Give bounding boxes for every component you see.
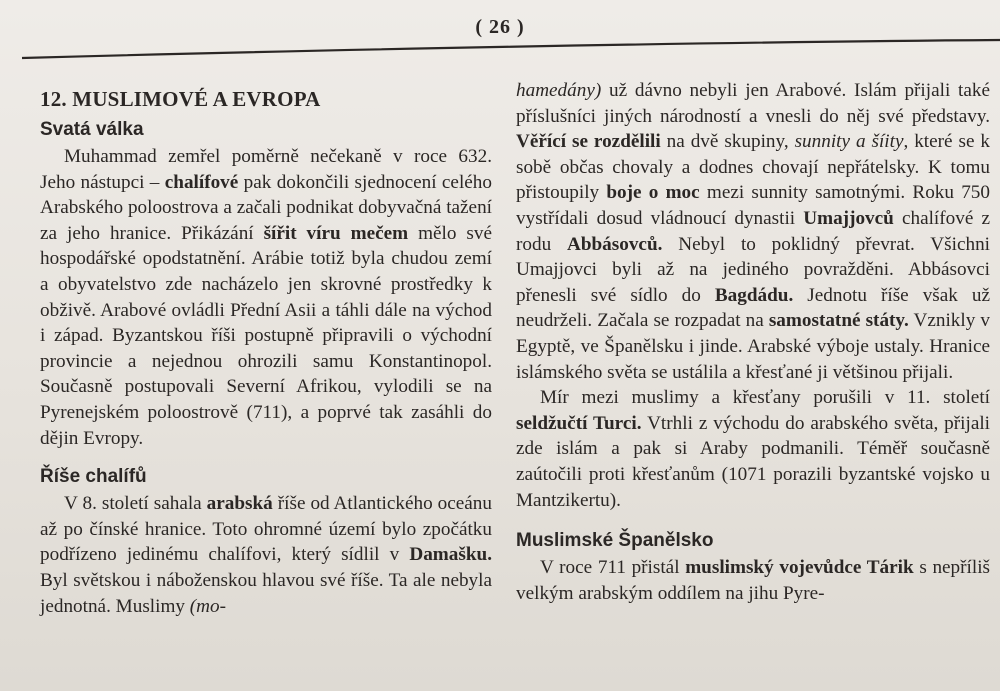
text-run: Muhammad zemřel poměrně nečekaně v roce 632. Jeho nástupci – — [40, 146, 492, 193]
right-column — [516, 78, 990, 606]
left-column — [40, 78, 492, 619]
text-run: pak dokončili sjednocení celého Arabského poloostrova a začali podnikat dobyvačná tažení za jeho hranice. Přikázání — [40, 171, 492, 244]
bold-term: chalífové — [164, 171, 239, 193]
text-run: Mír mezi muslimy a křesťany porušili v 11. století — [540, 387, 990, 409]
bold-term: Věřící se rozdělili — [516, 131, 661, 153]
italic-term: hamedány) — [516, 80, 602, 101]
text-run: s nepříliš velkým arabským oddílem na jihu Pyre- — [516, 557, 990, 604]
section-heading-caliphate: Říše chalífů — [40, 466, 147, 488]
text-run: Vznikly v Egyptě, ve Španělsku i jinde. Arabské výboje ustaly. Hranice islámského světa se ustálila a křesťané ji většinou přijali. — [516, 310, 990, 383]
text-run: Nebyl to poklidný převrat. Všichni Umajjovci byli až na jediného povražděni. Abbásovci přenesli své sídlo do — [516, 233, 990, 306]
text-run: , které se k sobě občas chovaly a dodnes chovají nepřátelsky. K tomu přistoupily — [516, 131, 990, 204]
section-heading-holy-war: Svatá válka — [40, 119, 144, 140]
bold-term: arabská — [206, 493, 273, 515]
text-run: mělo své hospodářské opodstatnění. Arábie totiž byla chudou zemí a obyvatelstvo zde nacházelo jen skrovné prostředky k obživě. Arabové ovládli Přední Asii a táhli dále na východ i západ. Byzantskou říši postupně připravili o východní provincie a nejednou ohrozili samu Konstantinopol. Současně postupovali Severní Afrikou, vylodili se na Pyrenejském poloostrově (711), a poprvé tak zasáhli do dějin Evropy. — [40, 222, 492, 449]
text-run: Jednotu říše však už neudrželi. Začala se rozpadat na — [516, 284, 990, 332]
bold-term: seldžučtí Turci. — [516, 412, 642, 434]
text-run: už dávno nebyli jen Arabové. Islám přijali také příslušníci jiných národností a vnesli do něj své představy. — [516, 80, 990, 127]
text-run: mezi sunnity samotnými. Roku 750 vystřídali dosud vládnoucí dynastii — [516, 182, 990, 229]
bold-term: Umajjovců — [803, 207, 894, 229]
italic-term: (mo- — [189, 595, 226, 617]
paragraph-muslim-spain — [516, 555, 990, 606]
text-run: chalífové z rodu — [516, 207, 990, 255]
header-rule — [10, 36, 1000, 64]
paragraph-caliphate — [40, 491, 492, 619]
text-run: V roce 711 přistál — [540, 557, 686, 579]
paragraph-holy-war — [40, 144, 492, 451]
section-heading-muslim-spain: Muslimské Španělsko — [516, 530, 714, 552]
italic-term: sunnity a šíity — [794, 131, 904, 153]
text-run: V 8. století sahala — [64, 493, 207, 515]
chapter-title: 12. MUSLIMOVÉ A EVROPA — [40, 87, 321, 111]
paragraph-seljuks — [516, 385, 990, 513]
bold-term: Damašku. — [409, 544, 492, 566]
text-run: na dvě skupiny, — [660, 131, 795, 153]
text-run: Byl světskou i náboženskou hlavou své říše. Ta ale nebyla jednotná. Muslimy — [40, 569, 492, 617]
bold-term: Bagdádu. — [714, 284, 794, 306]
page-number: ( 26 ) — [475, 16, 525, 38]
bold-term: muslimský vojevůdce Tárik — [685, 557, 914, 579]
bold-term: Abbásovců. — [566, 233, 663, 255]
text-run: Vtrhli z východu do arabského světa, přijali zde islám a pak si Araby podmanili. Téměř současně zaútočili proti křesťanům (1071 porazili byzantské vojsko u Mantzikertu). — [516, 412, 990, 511]
text-run: říše od Atlantického oceánu až po čínské hranice. Toto ohromné území bylo zpočátku podřízeno jedinému chalífovi, který sídlil v — [40, 493, 492, 566]
bold-term: boje o moc — [606, 182, 700, 204]
bold-term: šířit víru mečem — [263, 222, 409, 244]
paragraph-caliphate-continued — [516, 78, 990, 385]
bold-term: samostatné státy. — [768, 310, 909, 332]
